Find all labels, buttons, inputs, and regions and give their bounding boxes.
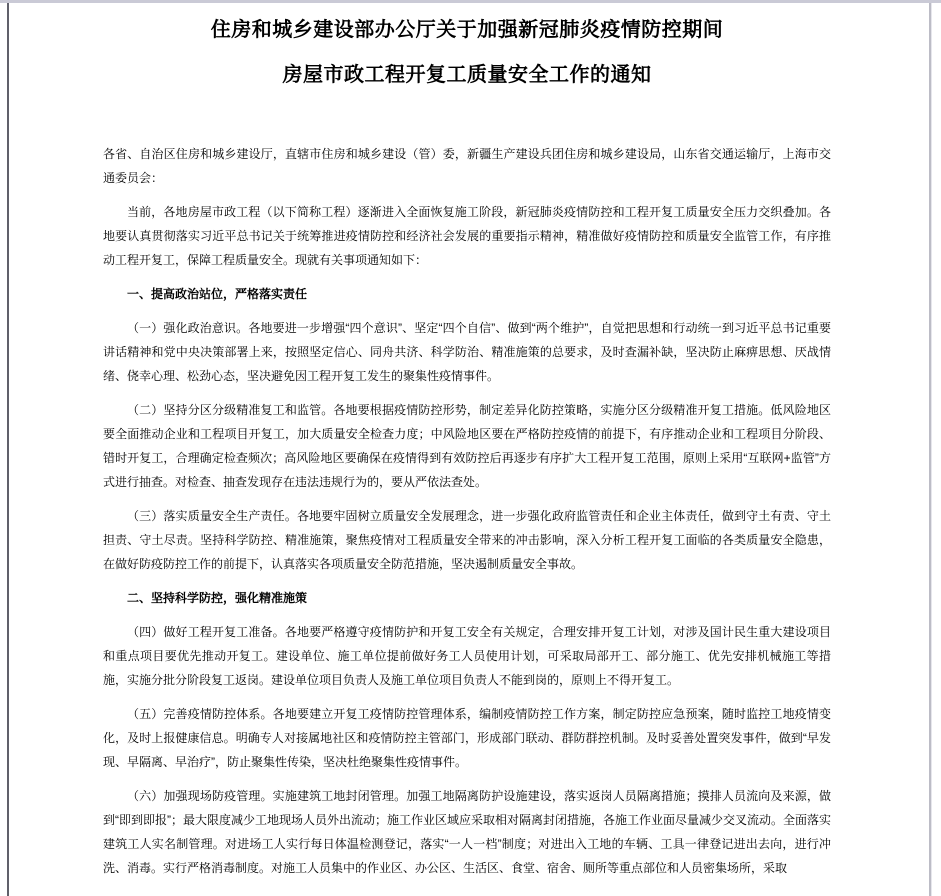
- section-2-paragraph-2: （五）完善疫情防控体系。各地要建立开复工疫情防控管理体系，编制疫情防控工作方案，制定防控应急预案，随时监控工地疫情变化，及时上报健康信息。明确专人对接属地社区和疫情防控主管部门，形成部门联动、群防群控机制。及时妥善处置突发事件，做到“早发现、早隔离、早治疗”，防止聚集性传染，坚决杜绝聚集性疫情事件。: [103, 707, 831, 769]
- document-title-line-1: 住房和城乡建设部办公厅关于加强新冠肺炎疫情防控期间: [210, 19, 724, 41]
- section-2-paragraph-3: （六）加强现场防疫管理。实施建筑工地封闭管理。加强工地隔离防护设施建设，落实返岗人员隔离措施；摸排人员流向及来源，做到“即到即报”；最大限度减少工地现场人员外出流动；施工作业区域应采取相对隔离封闭措施，各施工作业面尽量减少交叉流动。全面落实建筑工人实名制管理。对进场工人实行每日体温检测登记，落实“一人一档”制度；对进出入工地的车辆、工具一律登记进出去向，进行冲洗、消毒。实行严格消毒制度。对施工人员集中的作业区、办公区、生活区、食堂、宿舍、厕所等重点部位和人员密集场所，采取: [103, 789, 831, 875]
- document-page: [7, 3, 931, 896]
- section-1-heading: 一、提高政治站位，严格落实责任: [127, 287, 308, 301]
- document-content: [9, 3, 929, 880]
- document-title-line-2: 房屋市政工程开复工质量安全工作的通知: [282, 64, 652, 86]
- document-title: [103, 8, 831, 98]
- window-top-edge: [0, 0, 941, 3]
- section-1-paragraph-1: （一）强化政治意识。各地要进一步增强“四个意识”、坚定“四个自信”、做到“两个维护”，自觉把思想和行动统一到习近平总书记重要讲话精神和党中央决策部署上来，按照坚定信心、同舟共济、科学防治、精准施策的总要求，及时查漏补缺，坚决防止麻痹思想、厌战情绪、侥幸心理、松劲心态，坚决避免因工程开复工发生的聚集性疫情事件。: [103, 321, 831, 383]
- section-2-heading: 二、坚持科学防控，强化精准施策: [127, 591, 308, 605]
- section-1-paragraph-2: （二）坚持分区分级精准复工和监管。各地要根据疫情防控形势，制定差异化防控策略，实施分区分级精准开复工措施。低风险地区要全面推动企业和工程项目开复工，加大质量安全检查力度；中风险地区要在严格防控疫情的前提下，有序推动企业和工程项目分阶段、错时开复工，合理确定检查频次；高风险地区要确保在疫情得到有效防控后再逐步有序扩大工程开复工范围，原则上采用“互联网+监管”方式进行抽查。对检查、抽查发现存在违法违规行为的，要从严依法查处。: [103, 403, 831, 489]
- intro-paragraph: 当前，各地房屋市政工程（以下简称工程）逐渐进入全面恢复施工阶段，新冠肺炎疫情防控和工程开复工质量安全压力交织叠加。各地要认真贯彻落实习近平总书记关于统筹推进疫情防控和经济社会发展的重要指示精神，精准做好疫情防控和质量安全监管工作，有序推动工程开复工，保障工程质量安全。现就有关事项通知如下：: [103, 205, 831, 267]
- section-1-paragraph-3: （三）落实质量安全生产责任。各地要牢固树立质量安全发展理念，进一步强化政府监管责任和企业主体责任，做到守土有责、守土担责、守土尽责。坚持科学防控、精准施策，聚焦疫情对工程质量安全带来的冲击影响，深入分析工程开复工面临的各类质量安全隐患，在做好防疫防控工作的前提下，认真落实各项质量安全防范措施，坚决遏制质量安全事故。: [103, 509, 831, 571]
- salutation-paragraph: 各省、自治区住房和城乡建设厅，直辖市住房和城乡建设（管）委，新疆生产建设兵团住房和城乡建设局，山东省交通运输厅，上海市交通委员会：: [103, 147, 831, 185]
- section-2-paragraph-1: （四）做好工程开复工准备。各地要严格遵守疫情防护和开复工安全有关规定，合理安排开复工计划，对涉及国计民生重大建设项目和重点项目要优先推动开复工。建设单位、施工单位提前做好务工人员使用计划，可采取局部开工、部分施工、优先安排机械施工等措施，实施分批分阶段复工返岗。建设单位项目负责人及施工单位项目负责人不能到岗的，原则上不得开复工。: [103, 625, 831, 687]
